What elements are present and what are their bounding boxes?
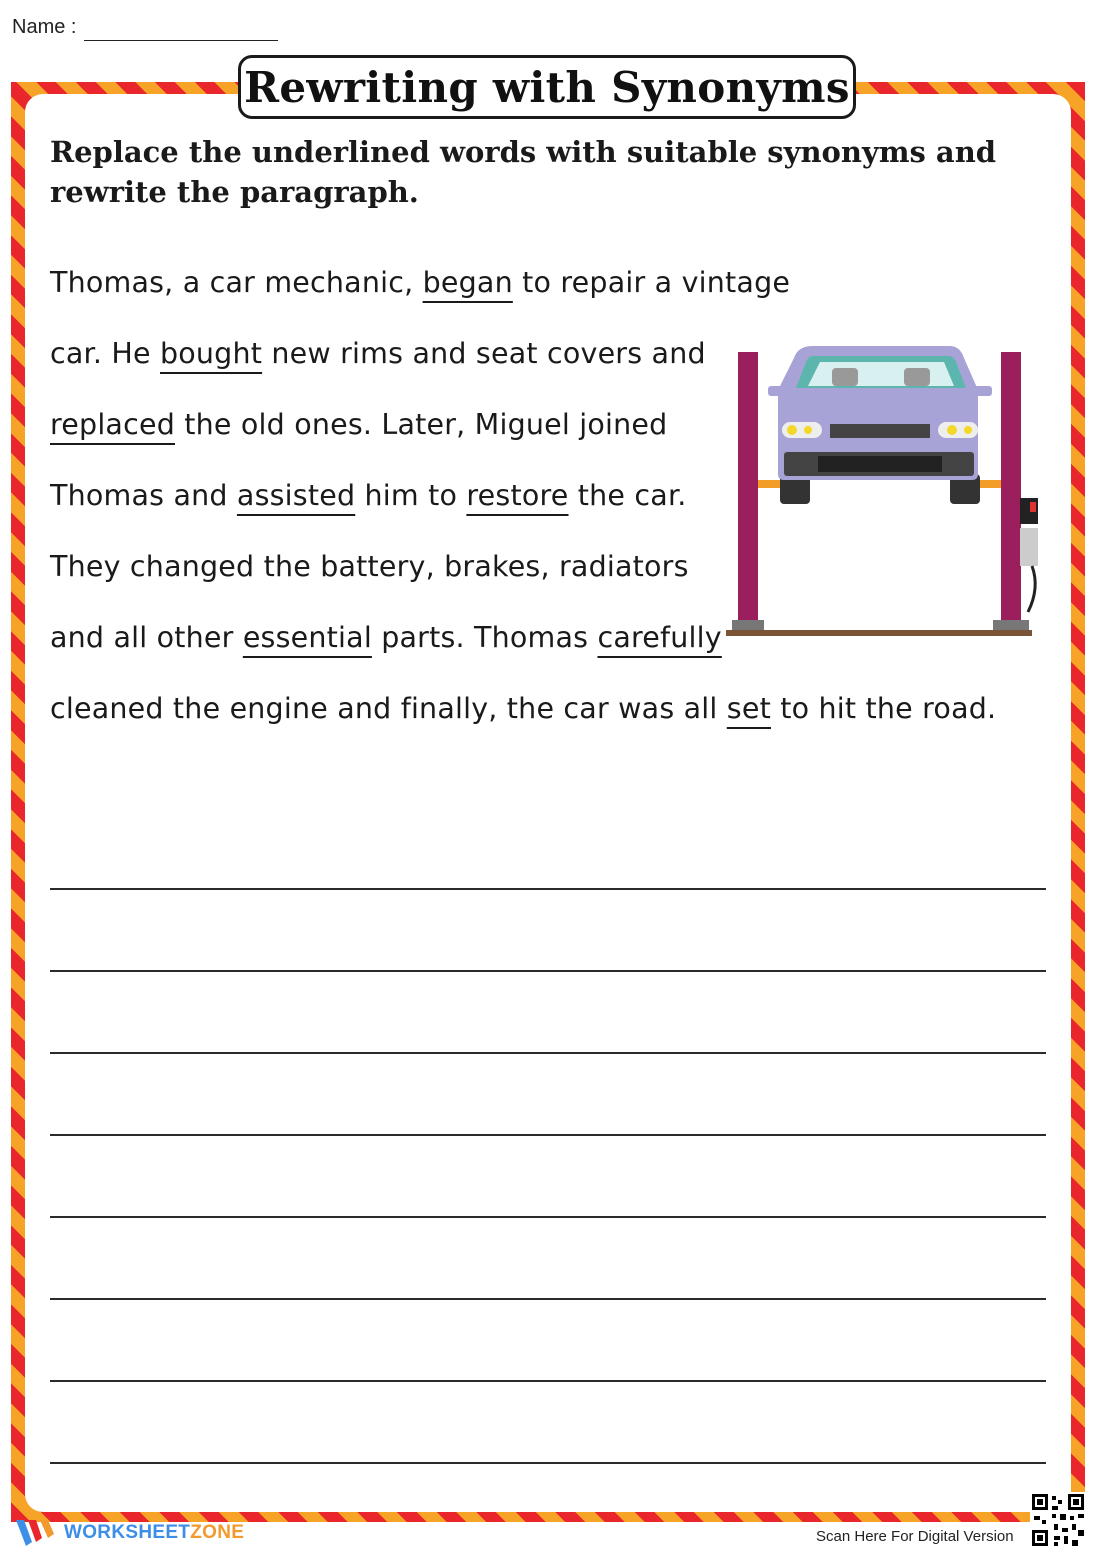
paragraph-text: Thomas, a car mechanic,	[50, 266, 423, 299]
instructions: Replace the underlined words with suitable synonyms and rewrite the paragraph.	[50, 135, 997, 209]
answer-line[interactable]	[50, 1380, 1046, 1382]
paragraph-text: cleaned the engine and finally, the car was all	[50, 692, 727, 725]
answer-line[interactable]	[50, 1134, 1046, 1136]
title-box	[238, 55, 856, 119]
worksheetzone-logo-icon	[14, 1516, 60, 1550]
paragraph-text: and all other	[50, 621, 243, 654]
name-label: Name :	[12, 16, 77, 38]
underlined-word: began	[422, 266, 513, 299]
paragraph-line	[50, 550, 689, 583]
underlined-word: bought	[159, 337, 263, 370]
paragraph-line	[50, 621, 722, 654]
answer-line[interactable]	[50, 1052, 1046, 1054]
answer-line[interactable]	[50, 1462, 1046, 1464]
paragraph-text: car. He	[50, 337, 160, 370]
paragraph-text: new rims and seat covers and	[262, 337, 706, 370]
paragraph-text: the old ones. Later, Miguel joined	[175, 408, 668, 441]
underlined-word: carefully	[597, 621, 722, 654]
paragraph-line	[50, 479, 687, 512]
paragraph-text: the car.	[568, 479, 687, 512]
underlined-word: replaced	[50, 408, 175, 441]
paragraph-text: to repair a vintage	[512, 266, 791, 299]
page-title: Rewriting with Synonyms	[244, 62, 850, 112]
underlined-word: set	[726, 692, 771, 725]
scan-caption: Scan Here For Digital Version	[816, 1528, 1014, 1545]
underlined-word: essential	[242, 621, 372, 654]
answer-line[interactable]	[50, 888, 1046, 890]
underlined-word: assisted	[236, 479, 356, 512]
answer-line[interactable]	[50, 970, 1046, 972]
paragraph-line	[50, 408, 667, 441]
brand-logo	[14, 1516, 244, 1550]
paragraph-line	[50, 692, 996, 725]
paragraph-line	[50, 337, 706, 370]
paragraph-text: They changed the battery, brakes, radiators	[50, 550, 689, 583]
paragraph-text: to hit the road.	[770, 692, 997, 725]
answer-line[interactable]	[50, 1298, 1046, 1300]
answer-line[interactable]	[50, 1216, 1046, 1218]
car-on-lift-icon	[722, 338, 1042, 642]
paragraph-text: him to	[355, 479, 467, 512]
qr-code-icon[interactable]	[1030, 1492, 1086, 1548]
paragraph-text: parts. Thomas	[371, 621, 598, 654]
underlined-word: restore	[466, 479, 569, 512]
paragraph-text: Thomas and	[50, 479, 237, 512]
paragraph-line	[50, 266, 790, 299]
brand-name: WORKSHEETZONE	[64, 1522, 245, 1543]
name-field[interactable]	[84, 40, 278, 41]
